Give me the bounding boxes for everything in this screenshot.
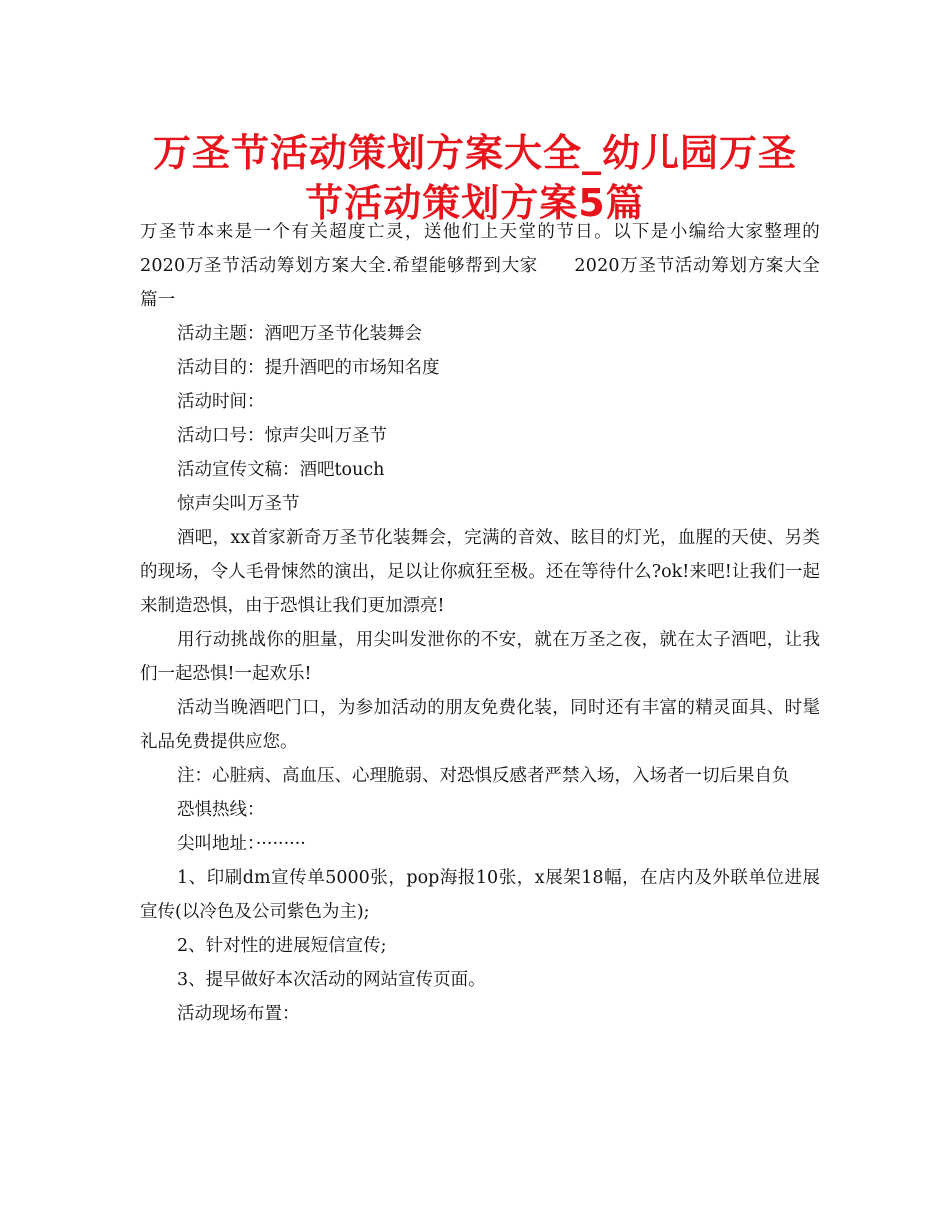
paragraph-purpose: 活动目的：提升酒吧的市场知名度: [177, 358, 440, 378]
paragraph-hotline: 恐惧热线：: [177, 800, 265, 820]
document-title: 万圣节活动策划方案大全_幼儿园万圣节活动策划方案5篇: [152, 131, 797, 225]
paragraph-time: 活动时间：: [177, 392, 265, 412]
paragraph-slogan: 活动口号：惊声尖叫万圣节: [177, 426, 387, 446]
document-body: [140, 215, 820, 1031]
paragraph-copy: 活动宣传文稿：酒吧touch: [177, 460, 385, 480]
paragraph-theme: 活动主题：酒吧万圣节化装舞会: [177, 324, 422, 344]
paragraph-layout: 活动现场布置：: [177, 1004, 300, 1024]
paragraph-copy-body-1: 酒吧，xx首家新奇万圣节化装舞会，完满的音效、眩目的灯光，血腥的天使、另类的现场，令人毛骨悚然的演出，足以让你疯狂至极。还在等待什么?ok!来吧!让我们一起来制造恐惧，由于恐惧让我们更加漂亮!: [140, 528, 820, 616]
paragraph-copy-body-2: 用行动挑战你的胆量，用尖叫发泄你的不安，就在万圣之夜，就在太子酒吧，让我们一起恐惧!一起欢乐!: [140, 630, 820, 684]
paragraph-intro: 万圣节本来是一个有关超度亡灵，送他们上天堂的节日。以下是小编给大家整理的2020万圣节活动筹划方案大全.希望能够帮到大家 2020万圣节活动筹划方案大全篇一: [140, 222, 820, 310]
paragraph-item-2: 2、针对性的进展短信宣传;: [177, 936, 387, 956]
paragraph-address: 尖叫地址：·········: [177, 834, 306, 854]
paragraph-note: 注：心脏病、高血压、心理脆弱、对恐惧反感者严禁入场，入场者一切后果自负: [177, 766, 790, 786]
paragraph-copy-body-3: 活动当晚酒吧门口，为参加活动的朋友免费化装，同时还有丰富的精灵面具、时髦礼品免费提供应您。: [140, 698, 820, 752]
paragraph-item-1: 1、印刷dm宣传单5000张，pop海报10张，x展架18幅，在店内及外联单位进展宣传(以冷色及公司紫色为主);: [140, 868, 820, 922]
paragraph-item-3: 3、提早做好本次活动的网站宣传页面。: [177, 970, 486, 990]
paragraph-copy-title: 惊声尖叫万圣节: [177, 494, 300, 514]
